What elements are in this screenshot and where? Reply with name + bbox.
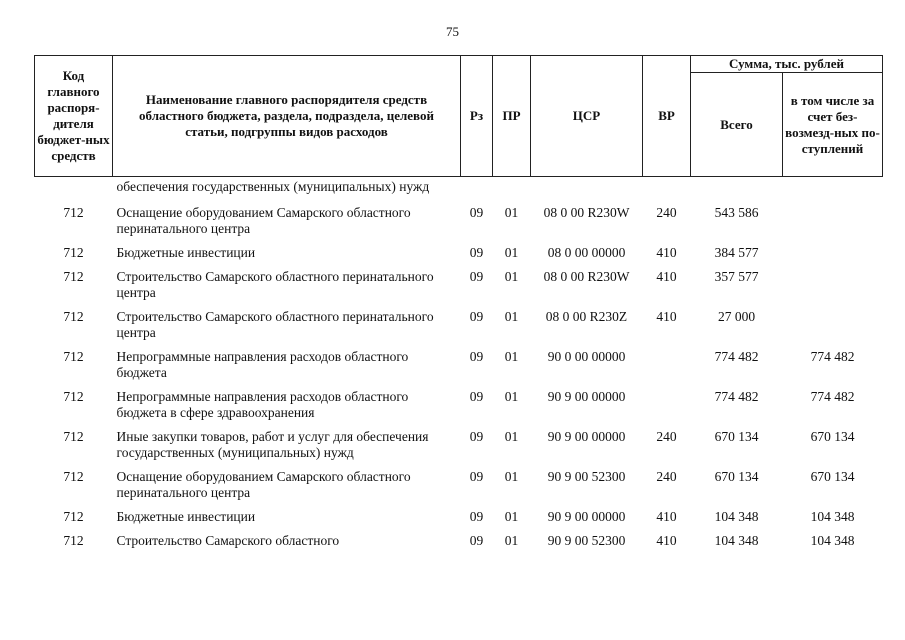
cell-csr: 90 9 00 52300 xyxy=(547,533,626,548)
cell-vr: 410 xyxy=(656,509,677,524)
cell-rz: 09 xyxy=(469,205,484,220)
cell-name: Иные закупки товаров, работ и услуг для обеспечения государственных (муниципальных) нужд xyxy=(116,429,429,460)
cell-name: Строительство Самарского областного перинатального центра xyxy=(116,309,434,340)
table-row xyxy=(35,425,883,465)
cell-rz: 09 xyxy=(469,389,484,404)
cell-name: Непрограммные направления расходов областного бюджета xyxy=(116,349,409,380)
cell-code: 712 xyxy=(63,533,84,548)
cell-csr: 08 0 00 R230W xyxy=(543,269,630,284)
header-pr: ПР xyxy=(493,56,531,177)
cell-pr: 01 xyxy=(504,533,519,548)
cell-total: 27 000 xyxy=(717,309,756,324)
page-number: 75 xyxy=(446,24,459,39)
cell-total: 384 577 xyxy=(714,245,759,260)
cell-total: 670 134 xyxy=(714,429,759,444)
cell-vr: 240 xyxy=(656,469,677,484)
cell-code: 712 xyxy=(63,389,84,404)
cell-name: Бюджетные инвестиции xyxy=(116,245,256,260)
cell-including xyxy=(783,265,883,305)
cell-total: 774 482 xyxy=(714,349,759,364)
cell-total: 670 134 xyxy=(714,469,759,484)
cell-pr: 01 xyxy=(504,349,519,364)
cell-name: Оснащение оборудованием Самарского областного перинатального центра xyxy=(116,469,411,500)
cell-code: 712 xyxy=(63,429,84,444)
table-row xyxy=(35,505,883,529)
budget-table xyxy=(34,55,883,553)
cell-csr: 90 9 00 52300 xyxy=(547,469,626,484)
table-header xyxy=(35,56,883,177)
cell-rz: 09 xyxy=(469,533,484,548)
cell-vr: 410 xyxy=(656,533,677,548)
cell-code: 712 xyxy=(63,205,84,220)
cell-csr: 90 0 00 00000 xyxy=(547,349,626,364)
cell-vr: 410 xyxy=(656,245,677,260)
table-body xyxy=(35,177,883,554)
cell-rz: 09 xyxy=(469,509,484,524)
header-csr: ЦСР xyxy=(531,56,643,177)
cell-rz: 09 xyxy=(469,309,484,324)
cell-pr: 01 xyxy=(504,389,519,404)
cell-pr: 01 xyxy=(504,245,519,260)
cell-csr: 08 0 00 R230Z xyxy=(545,309,628,324)
header-total: Всего xyxy=(691,73,783,177)
cell-pr: 01 xyxy=(504,269,519,284)
cell-pr: 01 xyxy=(504,469,519,484)
continuation-row xyxy=(35,177,883,202)
cell-pr: 01 xyxy=(504,309,519,324)
cell-name: Строительство Самарского областного xyxy=(116,533,340,548)
cell-total: 774 482 xyxy=(714,389,759,404)
cell-name: Строительство Самарского областного перинатального центра xyxy=(116,269,434,300)
cell-including: 104 348 xyxy=(810,533,855,548)
cell-including: 104 348 xyxy=(810,509,855,524)
cell-csr: 08 0 00 R230W xyxy=(543,205,630,220)
header-rz: Рз xyxy=(461,56,493,177)
cell-csr: 90 9 00 00000 xyxy=(547,509,626,524)
cell-vr xyxy=(643,385,691,425)
table-row xyxy=(35,529,883,553)
cell-code: 712 xyxy=(63,245,84,260)
header-name: Наименование главного распорядителя средств областного бюджета, раздела, подраздела, целевой статьи, подгруппы видов расходов xyxy=(113,56,461,177)
cell-code: 712 xyxy=(63,469,84,484)
cell-csr: 08 0 00 00000 xyxy=(547,245,626,260)
cell-including: 774 482 xyxy=(810,389,855,404)
cell-code: 712 xyxy=(63,509,84,524)
cell-name: Оснащение оборудованием Самарского областного перинатального центра xyxy=(116,205,411,236)
cell-pr: 01 xyxy=(504,205,519,220)
cell-pr: 01 xyxy=(504,509,519,524)
cell-code: 712 xyxy=(63,349,84,364)
header-code: Код главного распоря-дителя бюджет-ных средств xyxy=(35,56,113,177)
cell-vr: 240 xyxy=(656,429,677,444)
cell-including xyxy=(783,305,883,345)
cell-csr: 90 9 00 00000 xyxy=(547,389,626,404)
cell-including: 670 134 xyxy=(810,429,855,444)
cell-name: Непрограммные направления расходов областного бюджета в сфере здравоохранения xyxy=(116,389,409,420)
table-row xyxy=(35,241,883,265)
cell-including xyxy=(783,201,883,241)
cell-name: Бюджетные инвестиции xyxy=(116,509,256,524)
cell-vr xyxy=(643,345,691,385)
cell-pr: 01 xyxy=(504,429,519,444)
header-vr: ВР xyxy=(643,56,691,177)
cell-vr: 410 xyxy=(656,269,677,284)
cell-vr: 410 xyxy=(656,309,677,324)
cell-total: 543 586 xyxy=(714,205,759,220)
table-row xyxy=(35,465,883,505)
cell-csr: 90 9 00 00000 xyxy=(547,429,626,444)
cell-total: 104 348 xyxy=(714,509,759,524)
cell-rz: 09 xyxy=(469,245,484,260)
cell-vr: 240 xyxy=(656,205,677,220)
cell-total: 104 348 xyxy=(714,533,759,548)
cell-code: 712 xyxy=(63,269,84,284)
cell-rz: 09 xyxy=(469,469,484,484)
table-row xyxy=(35,305,883,345)
cell-rz: 09 xyxy=(469,429,484,444)
cell-including: 774 482 xyxy=(810,349,855,364)
cell-including: 670 134 xyxy=(810,469,855,484)
cell-code: 712 xyxy=(63,309,84,324)
table-row xyxy=(35,385,883,425)
cell-total: 357 577 xyxy=(714,269,759,284)
table-row xyxy=(35,265,883,305)
continuation-text: обеспечения государственных (муниципальных) нужд xyxy=(116,179,430,194)
cell-including xyxy=(783,241,883,265)
table-row xyxy=(35,201,883,241)
header-including: в том числе за счет без-возмезд-ных по-ступлений xyxy=(783,73,883,177)
header-sum-group: Сумма, тыс. рублей xyxy=(691,56,883,73)
table-row xyxy=(35,345,883,385)
cell-rz: 09 xyxy=(469,349,484,364)
cell-rz: 09 xyxy=(469,269,484,284)
